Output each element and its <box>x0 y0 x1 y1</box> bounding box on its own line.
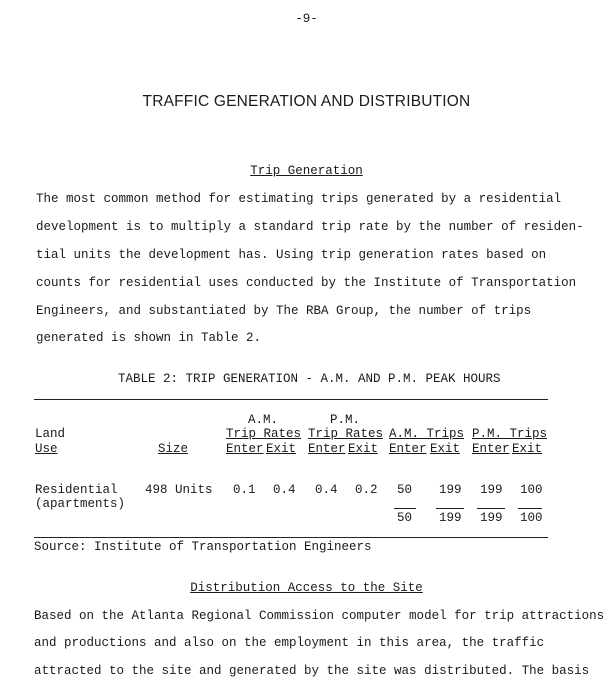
total-rule <box>394 508 416 509</box>
paragraph-line: The most common method for estimating trips generated by a residential <box>36 192 562 206</box>
header-am-rate-exit: Exit <box>266 442 297 456</box>
header-pm-trips: P.M. Trips <box>472 427 548 441</box>
total-rule <box>518 508 542 509</box>
table-top-rule <box>34 399 548 400</box>
paragraph-line: Based on the Atlanta Regional Commission computer model for trip attractions <box>34 609 605 623</box>
total-am-trips-exit: 199 <box>439 511 462 525</box>
row-am-trips-enter: 50 <box>397 483 413 497</box>
total-rule <box>477 508 505 509</box>
header-pm: P.M. <box>330 413 361 427</box>
table-source: Source: Institute of Transportation Engineers <box>34 540 372 554</box>
header-pm-trips-exit: Exit <box>512 442 543 456</box>
row-pm-rate-enter: 0.4 <box>315 483 338 497</box>
table-caption: TABLE 2: TRIP GENERATION - A.M. AND P.M. PEAK HOURS <box>118 372 501 386</box>
header-use: Use <box>35 442 58 456</box>
header-pm-rate-exit: Exit <box>348 442 379 456</box>
header-am-trip-rates: Trip Rates <box>226 427 302 441</box>
header-am-trips-enter: Enter <box>389 442 427 456</box>
paragraph-line: attracted to the site and generated by the site was distributed. The basis <box>34 664 590 678</box>
paragraph-line: Engineers, and substantiated by The RBA Group, the number of trips <box>36 304 532 318</box>
header-pm-rate-enter: Enter <box>308 442 346 456</box>
paragraph-line: counts for residential uses conducted by the Institute of Transportation <box>36 276 577 290</box>
row-land-use-detail: (apartments) <box>35 497 126 511</box>
header-am-rate-enter: Enter <box>226 442 264 456</box>
page-title: TRAFFIC GENERATION AND DISTRIBUTION <box>142 93 471 110</box>
header-am-trips-exit: Exit <box>430 442 461 456</box>
paragraph-line: tial units the development has. Using trip generation rates based on <box>36 248 547 262</box>
total-rule <box>436 508 464 509</box>
row-pm-rate-exit: 0.2 <box>355 483 378 497</box>
section-heading-distribution: Distribution Access to the Site <box>190 581 423 595</box>
paragraph-line: generated is shown in Table 2. <box>36 331 262 345</box>
header-land: Land <box>35 427 66 441</box>
row-am-rate-exit: 0.4 <box>273 483 296 497</box>
section-heading-trip-generation: Trip Generation <box>250 164 363 178</box>
row-size: 498 Units <box>145 483 213 497</box>
row-land-use: Residential <box>35 483 118 497</box>
header-pm-trips-enter: Enter <box>472 442 510 456</box>
row-am-trips-exit: 199 <box>439 483 462 497</box>
row-pm-trips-enter: 199 <box>480 483 503 497</box>
row-am-rate-enter: 0.1 <box>233 483 256 497</box>
header-pm-trip-rates: Trip Rates <box>308 427 384 441</box>
table-bottom-rule <box>34 537 548 538</box>
header-am: A.M. <box>248 413 279 427</box>
header-size: Size <box>158 442 189 456</box>
total-am-trips-enter: 50 <box>397 511 413 525</box>
total-pm-trips-enter: 199 <box>480 511 503 525</box>
page-number: -9- <box>295 12 318 26</box>
row-pm-trips-exit: 100 <box>520 483 543 497</box>
total-pm-trips-exit: 100 <box>520 511 543 525</box>
paragraph-line: development is to multiply a standard trip rate by the number of residen- <box>36 220 584 234</box>
header-am-trips: A.M. Trips <box>389 427 465 441</box>
paragraph-line: and productions and also on the employment in this area, the traffic <box>34 636 545 650</box>
